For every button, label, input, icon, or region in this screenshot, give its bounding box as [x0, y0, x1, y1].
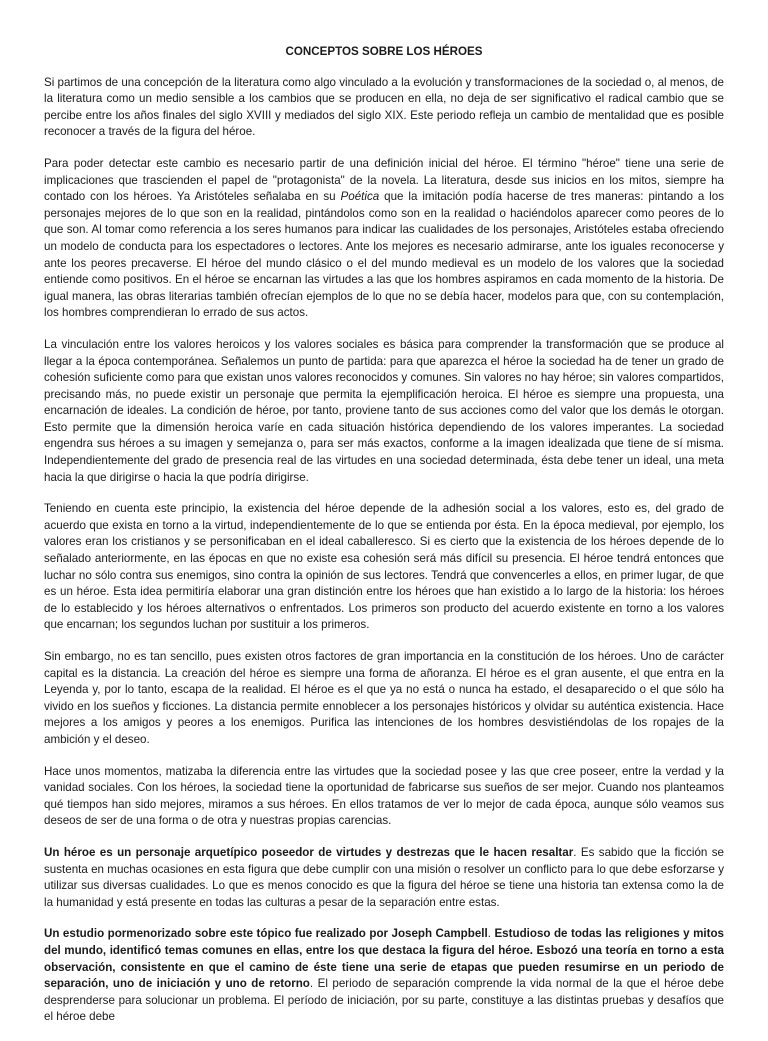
text-run: que la imitación podía hacerse de tres maneras: pintando a los personajes mejores de lo que son en la realidad, pintándolos como son en la realidad o haciéndolos aparecer como peores de lo que son. Al tomar como referencia a los seres humanos para indicar las cualidades de los personajes, Aristóteles estaba ofreciendo un modelo de conducta para los espectadores o lectores. Ante los mejores es necesario admirarse, ante los iguales reconocerse y ante los peores precaverse. El héroe del mundo clásico o el del mundo medieval es un modelo de los valores que la sociedad entiende como positivos. En el héroe se encarnan las virtudes a las que los hombres aspiramos en cada momento de la historia. De igual manera, las obras literarias también ofrecían ejemplos de lo que no se debía hacer, modelos para que, con su contemplación, los hombres comprendieran lo errado de sus actos.: [44, 190, 725, 320]
document-body: [44, 75, 724, 1026]
document-page: [44, 44, 724, 1041]
body-paragraph: [44, 501, 724, 634]
text-run: .: [487, 927, 495, 941]
text-run: La vinculación entre los valores heroicos y los valores sociales es básica para comprender la transformación que se produce al llegar a la época contemporánea. Señalemos un punto de partida: para que aparezca el héroe la sociedad ha de tener un grado de cohesión suficiente como para que existan unos valores reconocidos y comunes. Sin valores no hay héroe; sin valores compartidos, precisando más, no puede existir un personaje que permita la ejemplificación heroica. El héroe es siempre una propuesta, una encarnación de ideales. La condición de héroe, por tanto, proviene tanto de sus acciones como del valor que los demás le otorgan. Esto permite que la dimensión heroica varíe en cada situación histórica dependiendo de los valores imperantes. La sociedad engendra sus héroes a su imagen y semejanza o, para ser más exactos, conforme a la imagen idealizada que tiene de sí misma. Independientemente del grado de presencia real de las virtudes en una sociedad determinada, ésta debe tener un ideal, una meta hacia la que dirigirse o hacia la que podría dirigirse.: [44, 337, 724, 484]
document-title: CONCEPTOS SOBRE LOS HÉROES: [285, 45, 483, 58]
body-paragraph: [44, 649, 724, 749]
body-paragraph: [44, 156, 724, 322]
text-run: Hace unos momentos, matizaba la diferencia entre las virtudes que la sociedad posee y las que cree poseer, entre la verdad y la vanidad sociales. Con los héroes, la sociedad tiene la oportunidad de fabricarse sus sueños de ser mejor. Cuando nos planteamos qué tiempos han sido mejores, miramos a sus héroes. En ellos tratamos de ver lo mejor de cada época, aunque sólo veamos sus deseos de ser de una forma o de otra y nuestras propias carencias.: [44, 764, 724, 828]
body-paragraph: [44, 75, 724, 141]
text-run: . El periodo de separación comprende la vida normal de la que el héroe debe desprenderse para solucionar un problema. El período de iniciación, por su parte, constituye a las distintas pruebas y desafíos que el héroe debe: [44, 977, 724, 1024]
body-paragraph: [44, 926, 724, 1026]
body-paragraph: [44, 845, 724, 911]
body-paragraph: [44, 337, 724, 486]
text-run: Si partimos de una concepción de la literatura como algo vinculado a la evolución y transformaciones de la sociedad o, al menos, de la literatura como un medio sensible a los cambios que se producen en ella, no deja de ser significativo el radical cambio que se percibe entre los años finales del siglo XVIII y mediados del siglo XIX. Este periodo refleja un cambio de mentalidad que es posible reconocer a través de la figura del héroe.: [44, 75, 724, 139]
text-run-bold: Un estudio pormenorizado sobre este tópico fue realizado por Joseph Campbell: [44, 927, 488, 941]
text-run: Teniendo en cuenta este principio, la existencia del héroe depende de la adhesión social a los valores, esto es, del grado de acuerdo que exista en torno a la virtud, independientemente de lo que se entienda por ésta. En la época medieval, por ejemplo, los valores eran los cristianos y se personificaban en el ideal caballeresco. Si es cierto que la existencia de los héroes depende de lo señalado anteriormente, en las épocas en que no existe esa cohesión será más difícil su presencia. El héroe tendrá entonces que luchar no sólo contra sus enemigos, sino contra la opinión de sus lectores. Tendrá que convencerles a ellos, en primer lugar, de que es un héroe. Esta idea permitiría elaborar una gran distinción entre los héroes que han existido a lo largo de la historia: los héroes de lo establecido y los héroes alternativos o enfrentados. Los primeros son producto del acuerdo existente en torno a los valores que encarnan; los segundos luchan por sustituir a los primeros.: [44, 502, 724, 632]
text-run: . Es sabido que la ficción se sustenta en muchas ocasiones en esta figura que debe cumplir con una misión o resolver un conflicto para lo que debe esforzarse y utilizar sus diversas cualidades. Lo que es menos conocido es que la figura del héroe se tiene una historia tan extensa como la de la humanidad y está presente en todas las culturas a pesar de la separación entre estas.: [44, 845, 724, 909]
text-run-bold: Estudioso de todas las religiones y mitos del mundo, identificó temas comunes en ellas, entre los que destaca la figura del héroe. Esbozó una teoría en torno a esta observación, consistente en que el camino de éste tiene una serie de etapas que pueden resumirse en un periodo de separación, uno de iniciación y uno de retorno: [44, 927, 724, 991]
body-paragraph: [44, 764, 724, 830]
text-run-bold: Un héroe es un personaje arquetípico poseedor de virtudes y destrezas que le hacen resaltar: [44, 845, 574, 859]
text-run: Sin embargo, no es tan sencillo, pues existen otros factores de gran importancia en la constitución de los héroes. Uno de carácter capital es la distancia. La creación del héroe es siempre una forma de añoranza. El héroe es el gran ausente, el que entra en la Leyenda y, por lo tanto, escapa de la realidad. El héroe es el que ya no está o nunca ha estado, el desaparecido o el que sólo ha vivido en los sueños y ficciones. La distancia permite ennoblecer a los personajes históricos y olvidar su auténtica existencia. Hace mejores a los amigos y peores a los enemigos. Purifica las intenciones de los hombres desvistiéndolas de los ropajes de la ambición y el deseo.: [44, 650, 724, 746]
text-run: Para poder detectar este cambio es necesario partir de una definición inicial del héroe. El término "héroe" tiene una serie de implicaciones que trascienden el papel de "protagonista" de la novela. La literatura, desde sus inicios en los mitos, siempre ha contado con los héroes. Ya Aristóteles señalaba en su: [44, 156, 724, 204]
text-run-italic: Poética: [340, 190, 380, 204]
